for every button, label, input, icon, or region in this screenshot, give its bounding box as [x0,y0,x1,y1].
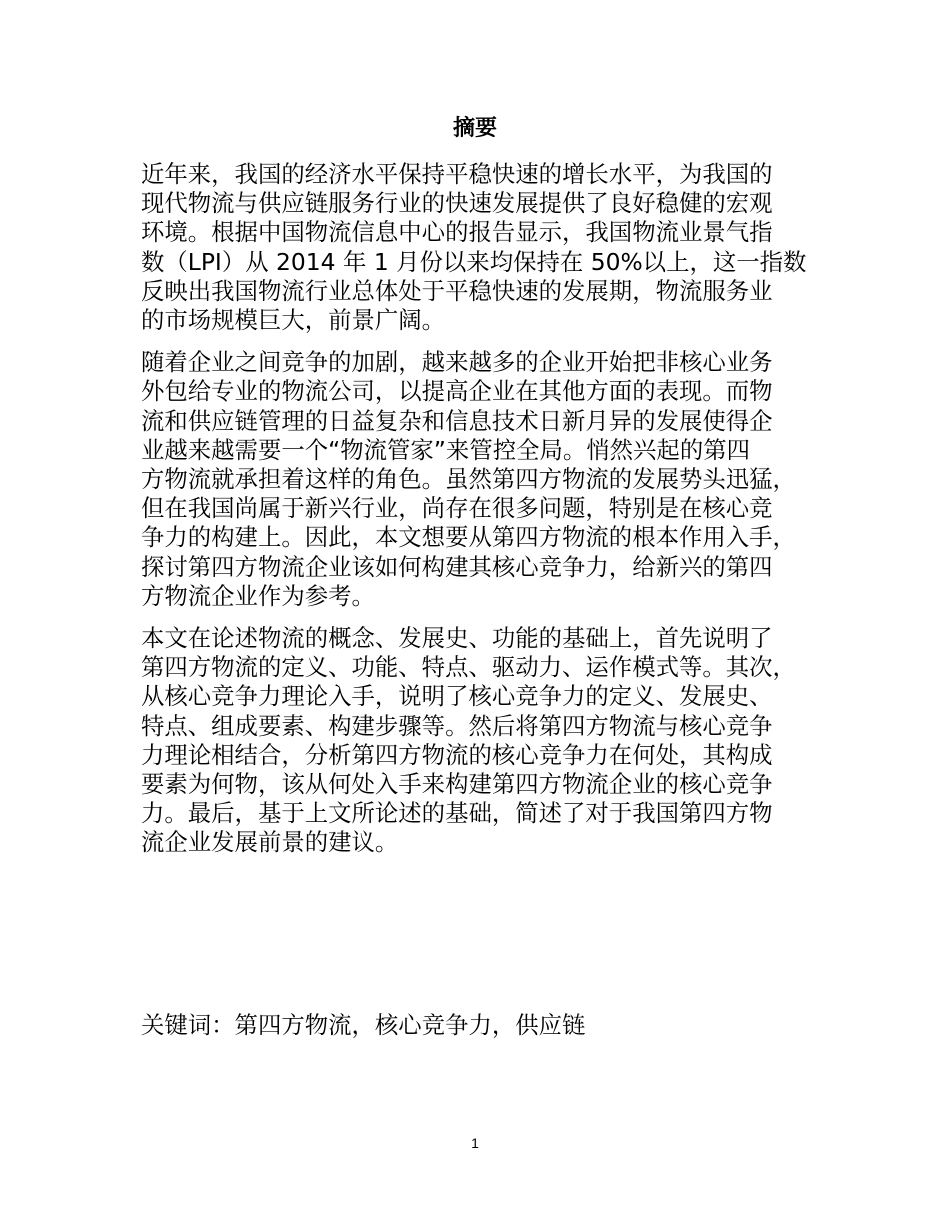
text-line: 近年来，我国的经济水平保持平稳快速的增长水平，为我国的 [141,160,773,188]
page-number: 1 [471,1135,479,1151]
text-line: 探讨第四方物流企业该如何构建其核心竞争力，给新兴的第四 [141,552,773,581]
text-line: 随着企业之间竞争的加剧，越来越多的企业开始把非核心业务 [141,348,773,377]
text-line: 方物流企业作为参考。 [141,581,375,610]
abstract-body [141,160,816,871]
abstract-paragraph-3 [141,624,816,858]
text-line: 要素为何物，该从何处入手来构建第四方物流企业的核心竞争 [141,770,773,799]
text-line: 本文在论述物流的概念、发展史、功能的基础上，首先说明了 [141,624,773,653]
text-line: 方物流就承担着这样的角色。虽然第四方物流的发展势头迅猛， [141,465,796,494]
text-line: 业越来越需要一个“物流管家”来管控全局。悄然兴起的第四 [141,435,750,464]
text-line: 环境。根据中国物流信息中心的报告显示，我国物流业景气指 [141,218,773,247]
text-line: 数（LPI）从 2014 年 1 月份以来均保持在 50%以上，这一指数 [141,247,807,276]
text-line: 第四方物流的定义、功能、特点、驱动力、运作模式等。其次， [141,653,796,682]
text-line: 现代物流与供应链服务行业的快速发展提供了良好稳健的宏观 [141,189,773,218]
abstract-paragraph-1 [141,160,816,335]
text-line: 但在我国尚属于新兴行业，尚存在很多问题，特别是在核心竞 [141,494,773,523]
text-line: 反映出我国物流行业总体处于平稳快速的发展期，物流服务业 [141,276,773,305]
text-line: 从核心竞争力理论入手，说明了核心竞争力的定义、发展史、 [141,682,773,711]
text-line: 力理论相结合，分析第四方物流的核心竞争力在何处，其构成 [141,740,773,769]
text-line: 力。最后，基于上文所论述的基础，简述了对于我国第四方物 [141,799,773,828]
text-line: 特点、组成要素、构建步骤等。然后将第四方物流与核心竞争 [141,711,773,740]
text-line: 的市场规模巨大，前景广阔。 [141,306,446,335]
text-line: 流企业发展前景的建议。 [141,828,399,857]
text-line: 争力的构建上。因此，本文想要从第四方物流的根本作用入手， [141,523,796,552]
text-line: 流和供应链管理的日益复杂和信息技术日新月异的发展使得企 [141,406,773,435]
text-line: 外包给专业的物流公司，以提高企业在其他方面的表现。而物 [141,377,773,406]
abstract-title: 摘要 [452,116,497,141]
keywords-line: 关键词：第四方物流，核心竞争力，供应链 [141,1011,586,1039]
abstract-paragraph-2 [141,348,816,611]
